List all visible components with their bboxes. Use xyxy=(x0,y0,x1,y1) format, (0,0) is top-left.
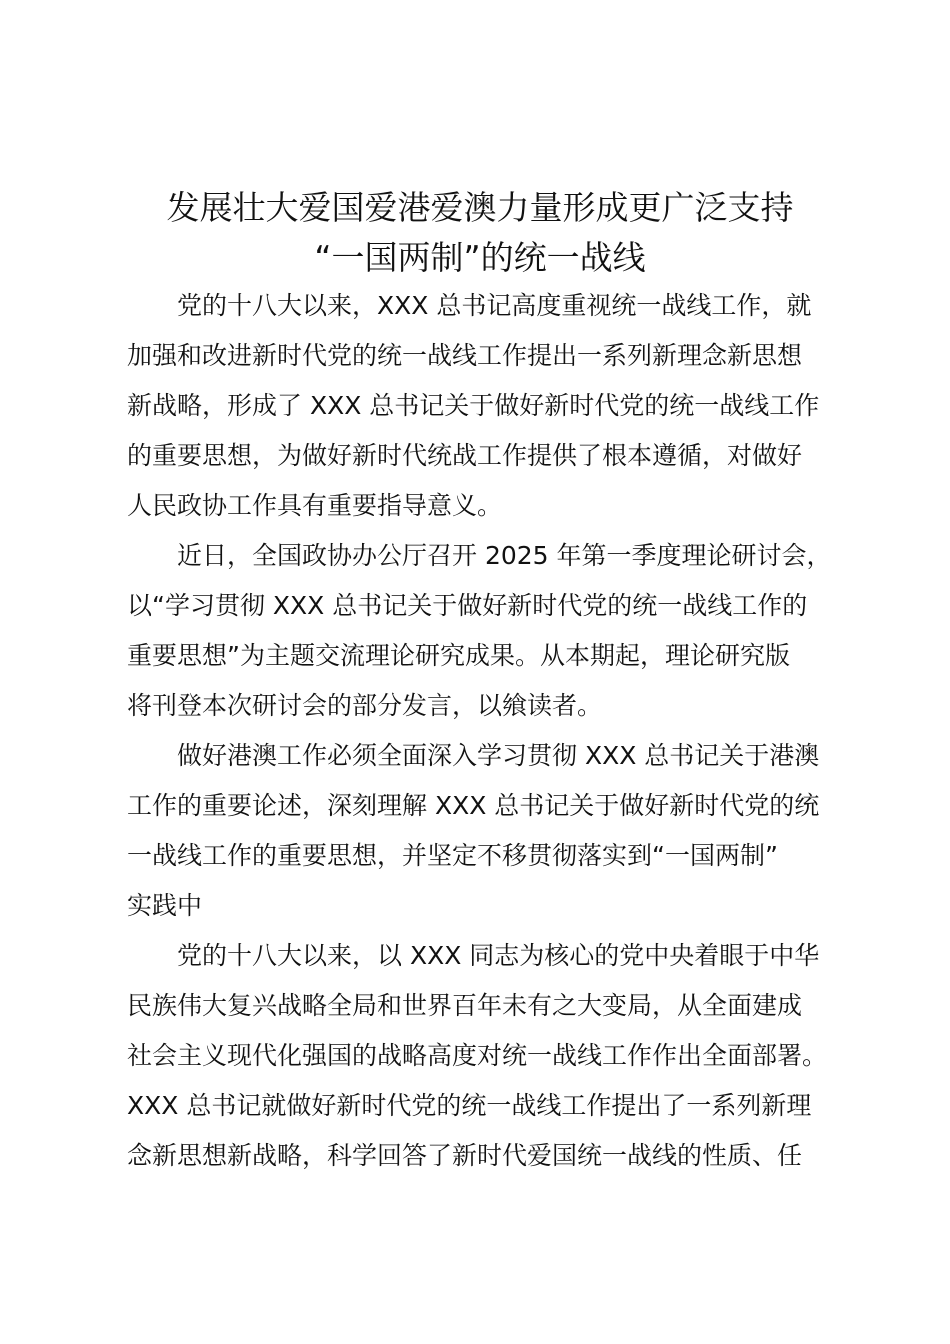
paragraph-4 xyxy=(127,931,872,1181)
paragraph-line: 一战线工作的重要思想，并坚定不移贯彻落实到“一国两制” xyxy=(127,841,778,870)
paragraph-line: 工作的重要论述，深刻理解 XXX 总书记关于做好新时代党的统 xyxy=(127,791,820,820)
title-line-2: “一国两制”的统一战线 xyxy=(314,238,646,277)
paragraph-line: 的重要思想，为做好新时代统战工作提供了根本遵循，对做好 xyxy=(127,441,803,470)
title-line-1: 发展壮大爱国爱港爱澳力量形成更广泛支持 xyxy=(166,188,794,227)
paragraph-line: 新战略，形成了 XXX 总书记关于做好新时代党的统一战线工作 xyxy=(127,391,820,420)
paragraph-3 xyxy=(127,731,872,931)
paragraph-1 xyxy=(127,281,872,531)
paragraph-line: 将刊登本次研讨会的部分发言，以飨读者。 xyxy=(127,691,603,720)
body-text xyxy=(127,281,872,1181)
paragraph-2 xyxy=(127,531,872,731)
paragraph-line: 党的十八大以来，以 XXX 同志为核心的党中央着眼于中华 xyxy=(177,941,820,970)
paragraph-line: 民族伟大复兴战略全局和世界百年未有之大变局，从全面建成 xyxy=(127,991,803,1020)
paragraph-line: 以“学习贯彻 XXX 总书记关于做好新时代党的统一战线工作的 xyxy=(127,591,808,620)
paragraph-line: 党的十八大以来，XXX 总书记高度重视统一战线工作，就 xyxy=(177,291,812,320)
paragraph-line: 实践中 xyxy=(127,891,203,920)
paragraph-line: 近日，全国政协办公厅召开 2025 年第一季度理论研讨会， xyxy=(177,541,832,570)
paragraph-line: 重要思想”为主题交流理论研究成果。从本期起，理论研究版 xyxy=(127,641,790,670)
paragraph-line: XXX 总书记就做好新时代党的统一战线工作提出了一系列新理 xyxy=(127,1091,812,1120)
paragraph-line: 念新思想新战略，科学回答了新时代爱国统一战线的性质、任 xyxy=(127,1141,803,1170)
paragraph-line: 社会主义现代化强国的战略高度对统一战线工作作出全面部署。 xyxy=(127,1041,828,1070)
paragraph-line: 做好港澳工作必须全面深入学习贯彻 XXX 总书记关于港澳 xyxy=(177,741,820,770)
paragraph-line: 加强和改进新时代党的统一战线工作提出一系列新理念新思想 xyxy=(127,341,803,370)
paragraph-line: 人民政协工作具有重要指导意义。 xyxy=(127,491,503,520)
